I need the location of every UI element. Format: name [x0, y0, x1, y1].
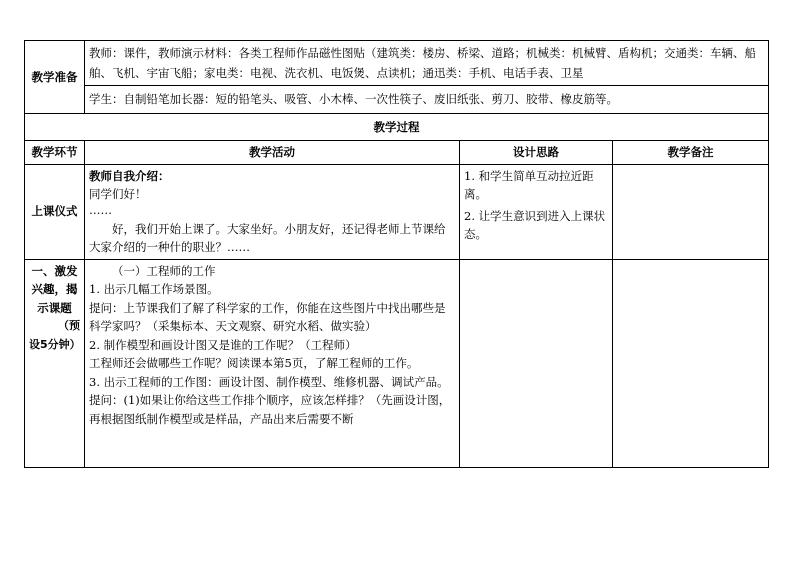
process-title: 教学过程	[25, 113, 769, 141]
prep-label: 教学准备	[25, 41, 85, 114]
col-header-activity: 教学活动	[85, 141, 460, 165]
prep-teacher-text: 教师：课件，教师演示材料：各类工程师作品磁性图贴（建筑类：楼房、桥梁、道路；机械类：机械臂、盾构机；交通类：车辆、船舶、飞机、宇宙飞船；家电类：电视、洗衣机、电饭煲、点读机；通迅类：手机、电话手表、卫星	[85, 41, 769, 86]
section1-label	[25, 259, 85, 467]
greeting-text: 同学们好！	[89, 187, 147, 201]
col-header-design: 设计思路	[460, 141, 613, 165]
prep-row-student	[25, 86, 769, 114]
ellipsis-text: ……	[89, 202, 112, 217]
section1-line-7: 提问：(1)如果让你给这些工作排个顺序，应该怎样排？（先画设计图，再根据图纸制作模型或是样品，产品出来后需要不断	[89, 393, 451, 426]
section1-activity	[85, 259, 460, 467]
section1-label-line1: 一、激发	[31, 263, 78, 278]
start-text: 好，我们开始上课了。大家坐好。小朋友好，还记得老师上节课给大家介绍的一种什的职业？……	[89, 221, 446, 254]
section1-label-line5: 设5分钟）	[29, 337, 81, 351]
prep-row-teacher	[25, 41, 769, 86]
section1-line-4: 2. 制作模型和画设计图又是谁的工作呢？（工程师）	[89, 337, 357, 352]
class-ritual-activity	[85, 164, 460, 259]
design-item-1: 1. 和学生简单互动拉近距离。	[464, 168, 594, 201]
section1-line-6: 3. 出示工程师的工作图：画设计图、制作模型、维修机器、调试产品。	[89, 374, 449, 389]
section1-label-line3: 示课题	[37, 300, 72, 315]
design-item-2: 2. 让学生意识到进入上课状态。	[464, 208, 606, 241]
column-header-row	[25, 141, 769, 165]
section1-row	[25, 259, 769, 467]
section1-line-2: 1. 出示几幅工作场景图。	[89, 282, 219, 296]
col-header-stage: 教学环节	[25, 141, 85, 165]
section1-design	[460, 259, 613, 467]
section1-label-line4: （预	[58, 319, 80, 332]
class-ritual-row	[25, 164, 769, 259]
class-ritual-design	[460, 164, 613, 259]
section1-line-3: 提问：上节课我们了解了科学家的工作，你能在这些图片中找出哪些是科学家吗？（采集标本、天文观察、研究水稻、做实验）	[89, 300, 446, 333]
class-ritual-label: 上课仪式	[25, 164, 85, 259]
section1-notes	[613, 259, 769, 467]
intro-heading: 教师自我介绍：	[89, 168, 170, 183]
section1-label-line2: 兴趣，揭	[31, 282, 78, 296]
lesson-plan-table	[24, 40, 769, 468]
col-header-notes: 教学备注	[613, 141, 769, 165]
process-title-row	[25, 113, 769, 141]
prep-student-text: 学生：自制铅笔加长器：短的铅笔头、吸管、小木棒、一次性筷子、废旧纸张、剪刀、胶带、橡皮筋等。	[85, 86, 769, 114]
section1-line-5: 工程师还会做哪些工作呢？阅读课本第5页，了解工程师的工作。	[89, 356, 419, 370]
section1-line-1: （一）工程师的工作	[112, 263, 216, 278]
class-ritual-notes	[613, 164, 769, 259]
